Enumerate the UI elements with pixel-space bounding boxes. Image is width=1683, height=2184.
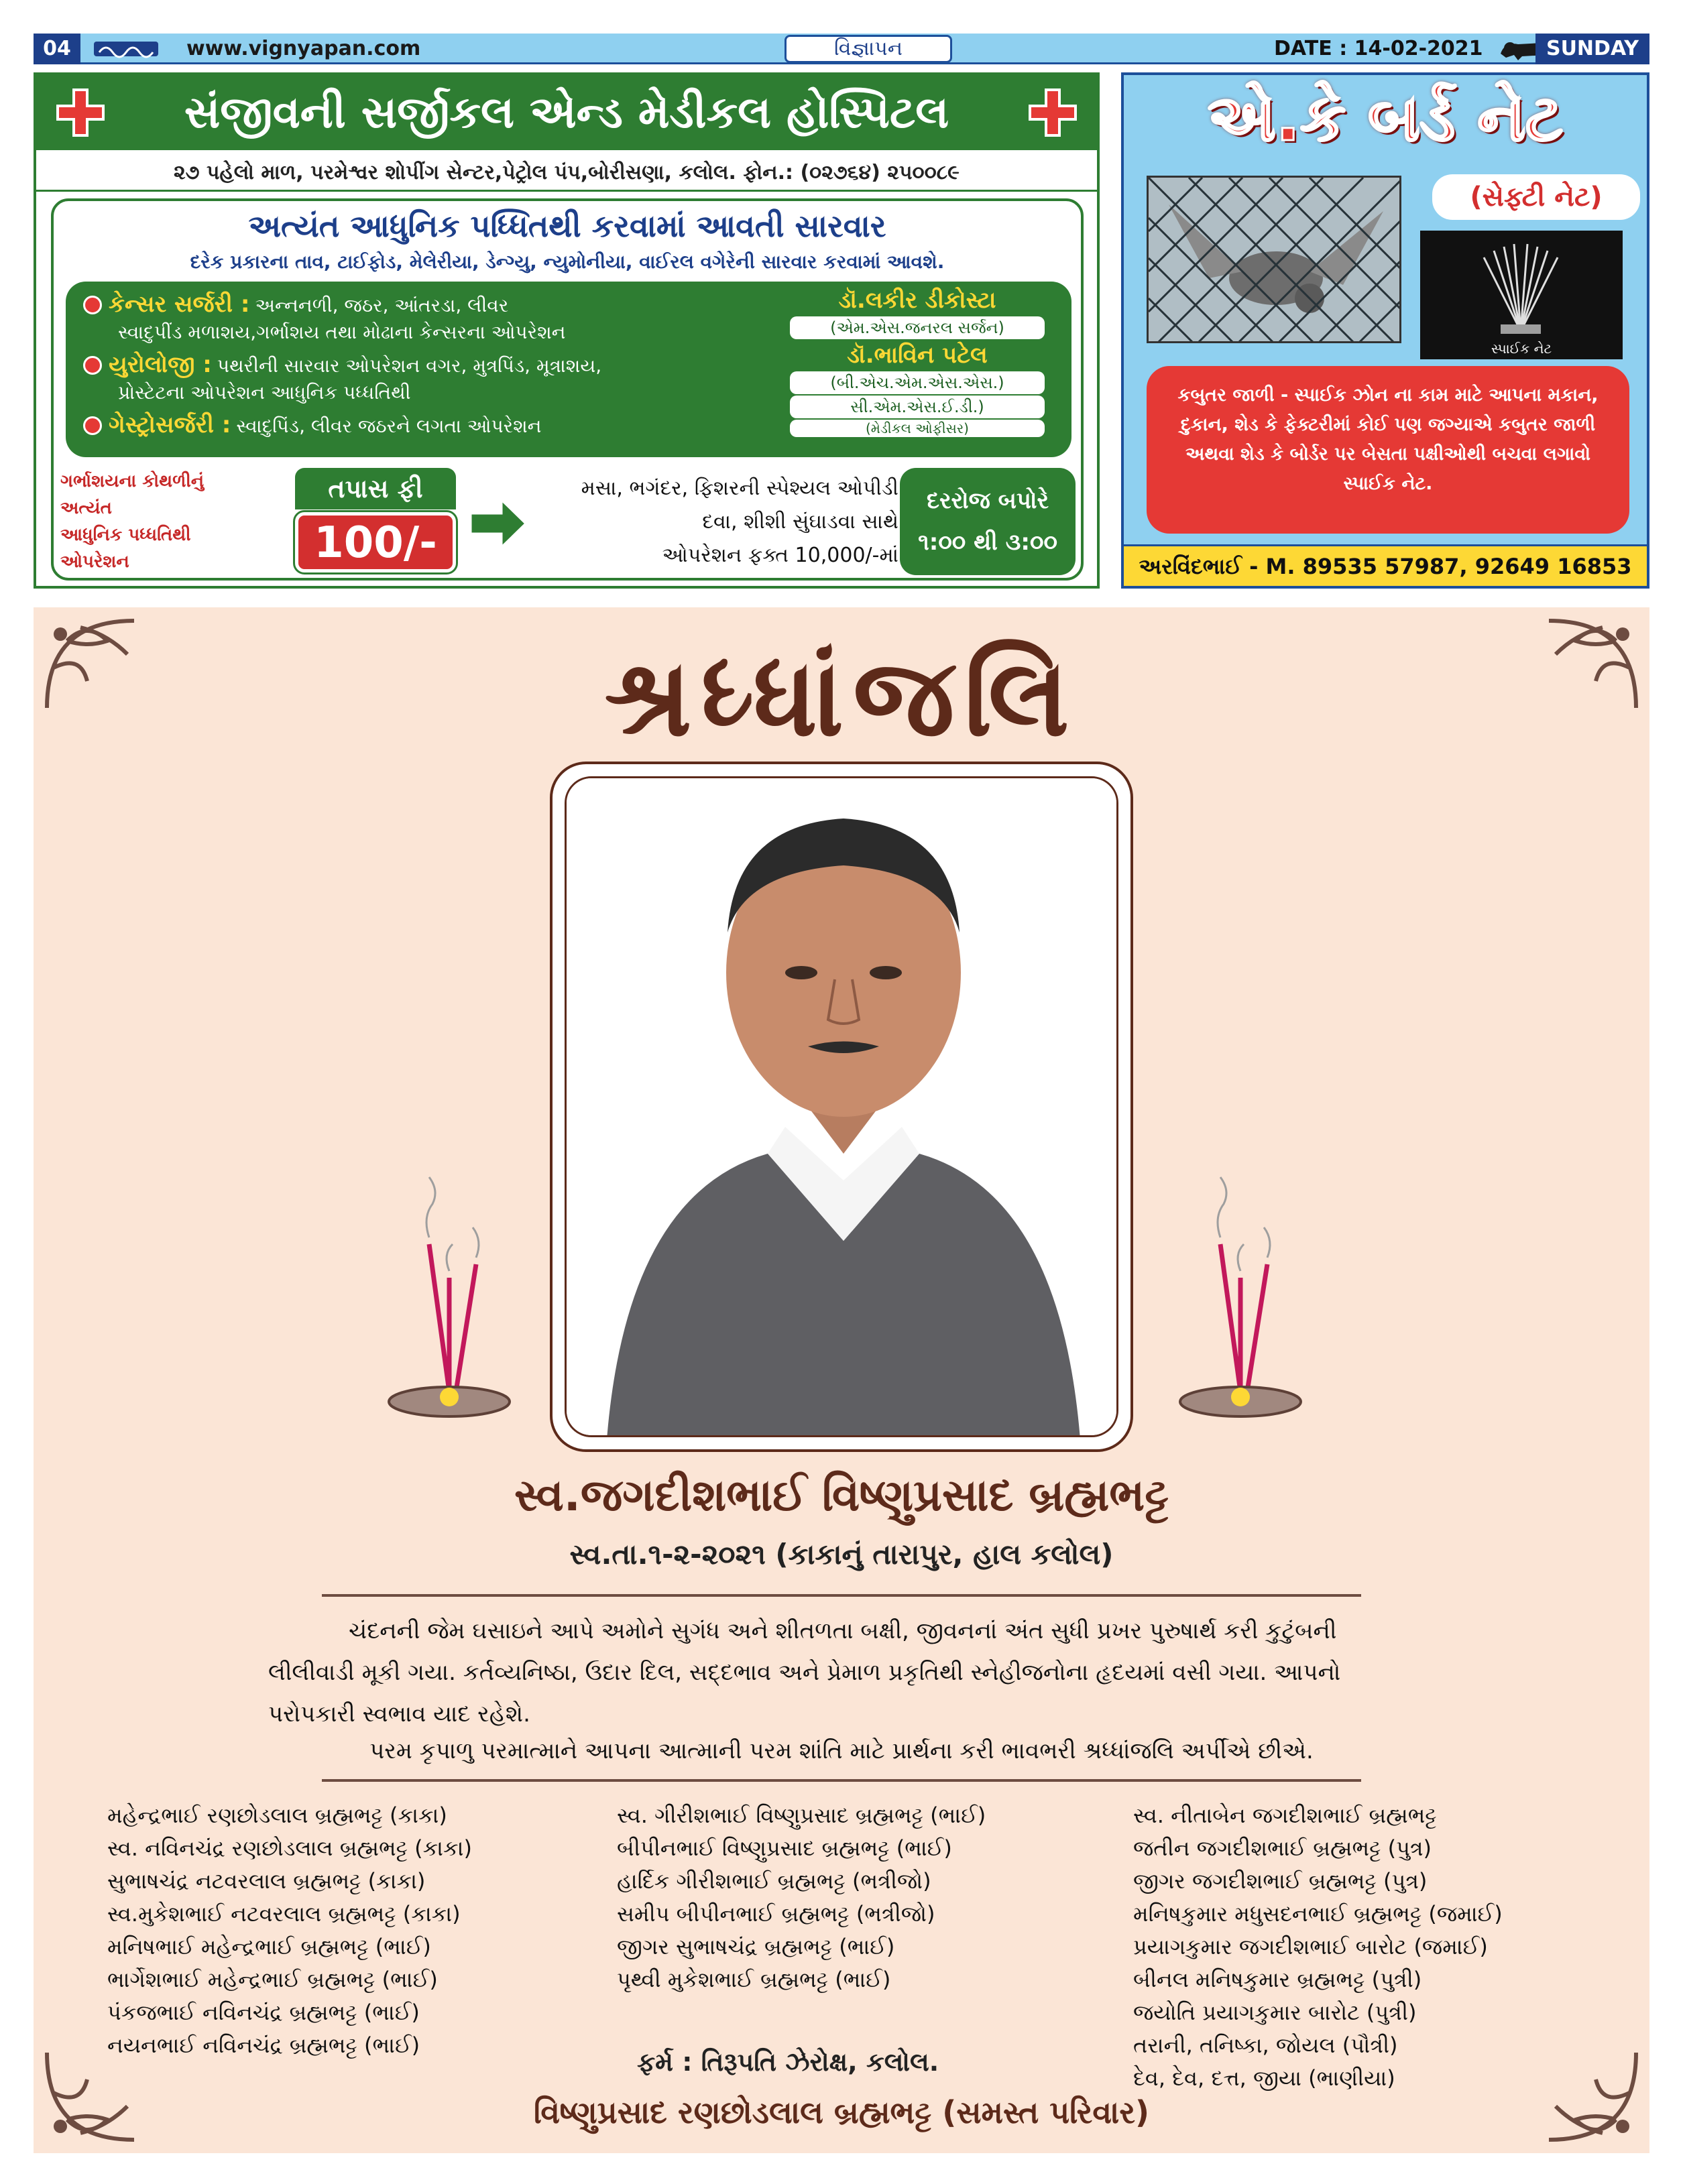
operation-heading-line: અત્યંત — [60, 498, 112, 518]
birdnet-description: કબુતર જાળી - સ્પાઈક ઝોન ના કામ માટે આપના મકાન, દુકાન, શેડ કે ફેક્ટરીમાં કોઈ પણ જગ્યાએ કબુતર જાળી અથવા શેડ કે બોર્ડર પર બેસતા પક્ષીઓથી બચવા લગાવો સ્પાઈક નેટ. — [1147, 366, 1629, 534]
service-detail: સ્વાદુપીંડ મળાશય,ગર્ભાશય તથા મોઢાના કેન્સરના ઓપરેશન — [118, 321, 566, 343]
piles-line: ઓપરેશન ફક્ત 10,000/-માં — [662, 544, 898, 567]
medical-cross-icon — [1026, 86, 1080, 139]
portrait-photo — [565, 776, 1118, 1437]
operation-heading-line: ગર્ભાશયના કોથળીનું — [60, 471, 205, 491]
hospital-advertisement — [34, 72, 1100, 589]
tribute-message-text: ચંદનની જેમ ઘસાઇને આપે અમોને સુગંધ અને શીતળતા બક્ષી, જીવનનાં અંત સુધી પ્રખર પુરુષાર્થ કરી કુટુંબની લીલીવાડી મૂકી ગયા. કર્તવ્યનિષ્ઠા, ઉદાર દિલ, સદ્દભાવ અને પ્રેમાળ પ્રકૃતિથી સ્નેહીજનોના હૃદયમાં વસી ગયા. આપનો પરોપકારી સ્વભાવ યાદ રહેશે. — [268, 1618, 1341, 1727]
mourner-name: તરાની, તનિષ્કા, જોયલ (પૌત્રી) — [1133, 2033, 1398, 2058]
portrait-frame — [550, 762, 1133, 1452]
tribute-message — [268, 1610, 1415, 1735]
doctor-qualification: (બી.એચ.એમ.એસ.એસ.) — [790, 371, 1045, 394]
family-signature: વિષ્ણુપ્રસાદ રણછોડલાલ બ્રહ્મભટ્ટ (સમસ્ત પરિવાર) — [533, 2094, 1150, 2130]
mourner-name: બીનલ મનિષકુમાર બ્રહ્મભટ્ટ (પુત્રી) — [1133, 1967, 1422, 1992]
mourner-name: દેવ, દેવ, દત્ત, જીયા (ભાણીયા) — [1133, 2065, 1395, 2091]
operation-heading-line: ઓપરેશન — [60, 552, 129, 572]
divider — [322, 1594, 1361, 1597]
mourner-name: મનિષકુમાર મધુસદનભાઈ બ્રહ્મભટ્ટ (જમાઈ) — [1133, 1901, 1503, 1927]
mourner-name: નયનભાઈ નવિનચંદ્ર બ્રહ્મભટ્ટ (ભાઈ) — [107, 2033, 420, 2058]
mourner-name: મહેન્દ્રભાઈ રણછોડલાલ બ્રહ્મભટ્ટ (કાકા) — [107, 1803, 447, 1828]
doctor-qualification: (મેડીકલ ઓફીસર) — [790, 420, 1045, 437]
service-item — [83, 412, 713, 440]
pigeon-icon — [1149, 178, 1401, 343]
page-number: 04 — [34, 34, 80, 64]
doctor-qualification: સી.એમ.એસ.ઈ.ડી.) — [790, 396, 1045, 418]
issue-date: DATE : 14-02-2021 — [1274, 37, 1483, 60]
firm-credit: ફર્મ : તિરૂપતિ ઝેરોક્ષ, કલોલ. — [637, 2047, 939, 2077]
service-detail: પ્રોસ્ટેટના ઓપરેશન આધુનિક પધ્ધતિથી — [118, 381, 411, 404]
birdnet-subtitle: (સેફ્ટી નેટ) — [1432, 174, 1640, 220]
service-detail: સ્વાદુપિંડ, લીવર જઠરને લગતા ઓપરેશન — [236, 415, 542, 437]
tribute-prayer: પરમ કૃપાળુ પરમાત્માને આપના આત્માની પરમ શાંતિ માટે પ્રાર્થના કરી ભાવભરી શ્રધ્ધાંજલિ અર્પીએ છીએ. — [369, 1738, 1314, 1764]
mourner-name: જીગર જગદીશભાઈ બ્રહ્મભટ્ટ (પુત્ર) — [1133, 1868, 1428, 1894]
mourner-name: પૃથ્વી મુકેશભાઈ બ્રહ્મભટ્ટ (ભાઈ) — [617, 1967, 891, 1992]
mourners-column-3 — [1133, 1799, 1503, 2095]
mourner-name: બીપીનભાઈ વિષ્ણુપ્રસાદ બ્રહ્મભટ્ટ (ભાઈ) — [617, 1835, 952, 1861]
spike-icon — [1420, 231, 1623, 345]
service-item — [83, 351, 713, 406]
deceased-name: સ્વ.જગદીશભાઈ વિષ્ણુપ્રસાદ બ્રહ્મભટ્ટ — [514, 1469, 1169, 1521]
hospital-subtagline: દરેક પ્રકારના તાવ, ટાઈફોડ, મેલેરીયા, ડેન્ગ્યુ, ન્યુમોનીયા, વાઈરલ વગેરેની સારવાર કરવામાં આવશે. — [190, 251, 945, 273]
weekday: SUNDAY — [1535, 34, 1649, 64]
doctor-name: ડૉ.લકીર ડીકોસ્ટા — [838, 287, 996, 314]
timing-line: ૧:૦૦ થી ૩:૦૦ — [918, 529, 1057, 556]
divider — [322, 1779, 1361, 1782]
birdnet-title: એ.કે બર્ડ નેટ — [1208, 80, 1563, 156]
spike-net-photo — [1420, 231, 1623, 359]
services-panel — [51, 198, 1084, 581]
spike-caption: સ્પાઈક નેટ — [1491, 341, 1552, 357]
mourner-name: પંકજભાઈ નવિનચંદ્ર બ્રહ્મભટ્ટ (ભાઈ) — [107, 2000, 420, 2025]
opd-timing — [900, 468, 1076, 575]
birdnet-advertisement — [1121, 72, 1649, 589]
mourner-name: હાર્દિક ગીરીશભાઈ બ્રહ્મભટ્ટ (ભત્રીજો) — [617, 1868, 931, 1894]
operation-heading — [60, 468, 262, 575]
piles-line: દવા, શીશી સુંઘાડવા સાથે — [702, 510, 898, 534]
incense-icon — [1173, 1170, 1308, 1425]
services-box — [66, 282, 1071, 457]
mourner-name: સ્વ. નવિનચંદ્ર રણછોડલાલ બ્રહ્મભટ્ટ (કાકા) — [107, 1835, 472, 1861]
pigeon-net-photo — [1147, 176, 1401, 343]
mourners-column-2 — [617, 1799, 986, 1996]
mourner-name: સુભાષચંદ્ર નટવરલાલ બ્રહ્મભટ્ટ (કાકા) — [107, 1868, 426, 1894]
death-date: સ્વ.તા.૧-૨-૨૦૨૧ (કાકાનું તારાપુર, હાલ કલોલ) — [569, 1538, 1114, 1571]
bullet-icon — [83, 416, 102, 435]
piles-line: મસા, ભગંદર, ફિશરની સ્પેશ્યલ ઓપીડી — [581, 477, 898, 500]
tribute-section — [34, 607, 1649, 2153]
mourner-name: મનિષભાઈ મહેન્દ્રભાઈ બ્રહ્મભટ્ટ (ભાઈ) — [107, 1934, 431, 1959]
service-detail: પથરીની સારવાર ઓપરેશન વગર, મુત્રપિંડ, મૂત્રાશય, — [217, 355, 602, 377]
fee-amount: 100/- — [295, 512, 456, 572]
mourner-name: જીગર સુભાષચંદ્ર બ્રહ્મભટ્ટ (ભાઈ) — [617, 1934, 895, 1959]
service-name: કેન્સર સર્જરી : — [109, 291, 250, 318]
mourner-name: જયોતિ પ્રયાગકુમાર બારોટ (પુત્રી) — [1133, 2000, 1417, 2025]
mourner-name: જતીન જગદીશભાઈ બ્રહ્મભટ્ટ (પુત્ર) — [1133, 1835, 1432, 1861]
hospital-tagline: અત્યંત આધુનિક પધ્ધિતથી કરવામાં આવતી સારવાર — [248, 208, 886, 244]
birdnet-contact: અરવિંદભાઈ - M. 89535 57987, 92649 16853 — [1124, 544, 1647, 586]
website-link[interactable]: www.vignyapan.com — [186, 37, 421, 60]
mourner-name: ભાર્ગેશભાઈ મહેન્દ્રભાઈ બ્રહ્મભટ્ટ (ભાઈ) — [107, 1967, 438, 1992]
piles-treatment — [523, 472, 898, 572]
doctors-list — [776, 286, 1058, 438]
hospital-address: ૨૭ પહેલો માળ, પરમેશ્વર શોપીંગ સેન્ટર,પેટ્રોલ પંપ,બોરીસણા, કલોલ. ફોન.: (૦૨૭૬૪) ૨૫૦૦૮૯ — [36, 154, 1097, 192]
newspaper-logo-icon — [93, 38, 160, 60]
mourner-name: સ્વ.મુકેશભાઈ નટવરલાલ બ્રહ્મભટ્ટ (કાકા) — [107, 1901, 461, 1927]
tribute-title: શ્રધ્ધાંજલિ — [604, 634, 1079, 760]
service-item — [83, 291, 713, 346]
fee-label: તપાસ ફી — [295, 468, 456, 509]
medical-cross-icon — [54, 86, 107, 139]
incense-icon — [382, 1170, 516, 1425]
page-header — [34, 34, 1649, 64]
service-detail: અન્નનળી, જઠર, આંતરડા, લીવર — [255, 294, 509, 316]
hospital-title — [36, 75, 1097, 150]
timing-line: દરરોજ બપોરે — [926, 487, 1049, 514]
doctor-name: ડૉ.ભાવિન પટેલ — [847, 342, 988, 369]
arrow-right-icon — [468, 493, 528, 554]
doctor-qualification: (એમ.એસ.જનરલ સર્જન) — [790, 316, 1045, 339]
operation-heading-line: આધુનિક પધ્ધતિથી — [60, 525, 191, 545]
consultation-fee — [295, 468, 476, 575]
hospital-name: સંજીવની સર્જીકલ એન્ડ મેડીકલ હોસ્પિટલ — [184, 86, 949, 138]
person-portrait-icon — [567, 778, 1118, 1437]
service-name: ગેસ્ટ્રોસર્જરી : — [109, 412, 231, 438]
mourners-column-1 — [107, 1799, 472, 2062]
mourner-name: સ્વ. ગીરીશભાઈ વિષ્ણુપ્રસાદ બ્રહ્મભટ્ટ (ભાઈ) — [617, 1803, 986, 1828]
mourner-name: સમીપ બીપીનભાઈ બ્રહ્મભટ્ટ (ભત્રીજો) — [617, 1901, 935, 1927]
bullet-icon — [83, 296, 102, 314]
service-name: યુરોલોજી : — [109, 351, 212, 378]
bullet-icon — [83, 356, 102, 375]
section-label: વિજ્ઞાપન — [785, 35, 952, 63]
mourner-name: પ્રયાગકુમાર જગદીશભાઈ બારોટ (જમાઈ) — [1133, 1934, 1488, 1959]
mourner-name: સ્વ. નીતાબેન જગદીશભાઈ બ્રહ્મભટ્ટ — [1133, 1803, 1437, 1828]
